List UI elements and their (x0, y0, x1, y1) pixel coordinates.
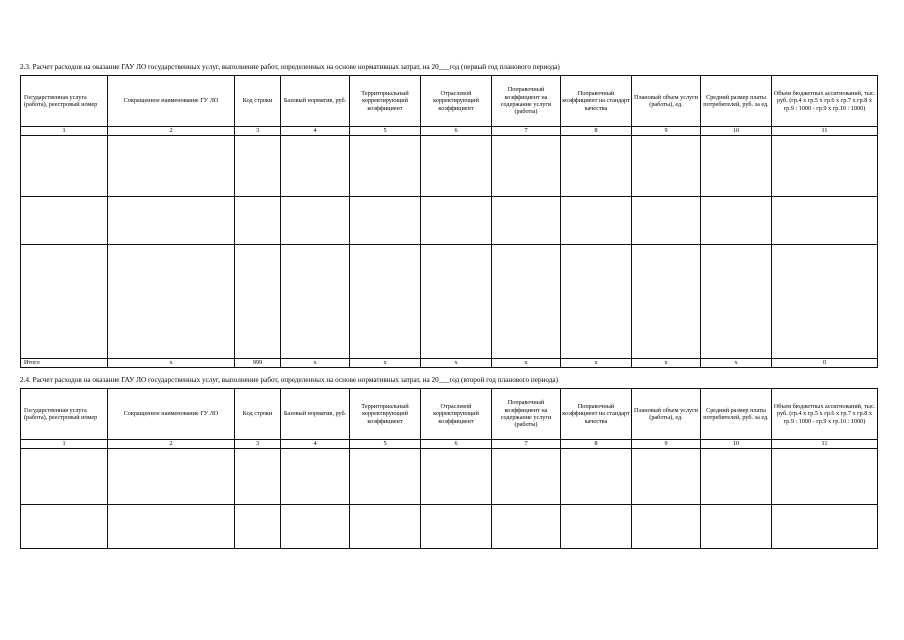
table-cell[interactable] (701, 136, 772, 197)
table-cell[interactable] (108, 136, 235, 197)
table-cell[interactable] (632, 505, 701, 549)
column-number: 10 (701, 440, 772, 449)
table-cell[interactable] (235, 505, 281, 549)
column-number: 6 (421, 127, 492, 136)
table-cell[interactable] (350, 505, 421, 549)
header-base-norm: Базовый норматив, руб. (281, 76, 350, 127)
header-industry-coef: Отраслевой корректирующий коэффициент (421, 76, 492, 127)
total-cell: x (281, 359, 350, 368)
table-cell[interactable] (421, 449, 492, 505)
table-cell[interactable] (350, 136, 421, 197)
table-cell[interactable] (21, 505, 108, 549)
table-cell[interactable] (632, 197, 701, 245)
header-planned-volume: Плановый объем услуги (работы), ед. (632, 389, 701, 440)
table-cell[interactable] (235, 136, 281, 197)
column-number: 10 (701, 127, 772, 136)
total-row (21, 359, 878, 368)
total-cell: x (492, 359, 561, 368)
table-cell[interactable] (772, 136, 878, 197)
table-cell[interactable] (492, 136, 561, 197)
table-cell[interactable] (421, 505, 492, 549)
header-avg-fee: Средний размер платы потребителей, руб. за ед. (701, 389, 772, 440)
table-cell[interactable] (561, 449, 632, 505)
table-cell[interactable] (561, 197, 632, 245)
table-cell[interactable] (701, 197, 772, 245)
table-cell[interactable] (108, 197, 235, 245)
table-cell[interactable] (772, 449, 878, 505)
table-cell[interactable] (21, 136, 108, 197)
table-cell[interactable] (492, 197, 561, 245)
table-cell[interactable] (281, 197, 350, 245)
section-2-3-caption: 2.3. Расчет расходов на оказание ГАУ ЛО государственных услуг, выполнение работ, определенных на основе нормативных затрат, на 20___год (первый год планового периода) (20, 63, 560, 71)
table-cell[interactable] (350, 245, 421, 359)
table-cell[interactable] (701, 245, 772, 359)
column-number-row (21, 440, 878, 449)
table-cell[interactable] (421, 197, 492, 245)
total-cell: x (108, 359, 235, 368)
header-short-name: Сокращенное наименование ГУ ЛО (108, 76, 235, 127)
table-cell[interactable] (772, 245, 878, 359)
table-cell[interactable] (701, 505, 772, 549)
column-number-row (21, 127, 878, 136)
table-cell[interactable] (561, 505, 632, 549)
table-cell[interactable] (492, 505, 561, 549)
table-cell[interactable] (108, 245, 235, 359)
table-cell[interactable] (492, 245, 561, 359)
total-cell: x (561, 359, 632, 368)
column-number: 9 (632, 127, 701, 136)
header-row-code: Код строки (235, 389, 281, 440)
column-number: 7 (492, 440, 561, 449)
column-number: 6 (421, 440, 492, 449)
table-cell[interactable] (350, 449, 421, 505)
section-2-4-caption: 2.4. Расчет расходов на оказание ГАУ ЛО государственных услуг, выполнение работ, определенных на основе нормативных затрат, на 20___год (второй год планового периода) (20, 376, 559, 384)
header-industry-coef: Отраслевой корректирующий коэффициент (421, 389, 492, 440)
calculation-table-2-4 (20, 388, 878, 549)
column-number: 5 (350, 440, 421, 449)
table-cell[interactable] (281, 449, 350, 505)
header-row (21, 389, 878, 440)
column-number: 9 (632, 440, 701, 449)
table-cell[interactable] (632, 136, 701, 197)
table-cell[interactable] (632, 245, 701, 359)
table-row (21, 505, 878, 549)
table-cell[interactable] (421, 245, 492, 359)
table-row (21, 197, 878, 245)
table-cell[interactable] (21, 449, 108, 505)
table-cell[interactable] (281, 136, 350, 197)
column-number: 3 (235, 127, 281, 136)
total-cell: x (350, 359, 421, 368)
total-budget-value: 0 (772, 359, 878, 368)
header-budget-volume: Объем бюджетных ассигнований, тыс. руб. (гр.4 х гр.5 х гр.6 х гр.7 х гр.8 х гр.9 : 1000 - гр.9 х гр.10 : 1000) (772, 389, 878, 440)
header-short-name: Сокращенное наименование ГУ ЛО (108, 389, 235, 440)
total-cell: x (632, 359, 701, 368)
table-cell[interactable] (701, 449, 772, 505)
table-cell[interactable] (21, 197, 108, 245)
header-budget-volume: Объем бюджетных ассигнований, тыс. руб. (гр.4 х гр.5 х гр.6 х гр.7 х гр.8 х гр.9 : 1000 - гр.9 х гр.10 : 1000) (772, 76, 878, 127)
total-cell: x (701, 359, 772, 368)
header-row-code: Код строки (235, 76, 281, 127)
calculation-table-2-3 (20, 75, 878, 368)
table-row (21, 136, 878, 197)
column-number: 8 (561, 440, 632, 449)
table-cell[interactable] (108, 449, 235, 505)
table-cell[interactable] (21, 245, 108, 359)
table-cell[interactable] (281, 245, 350, 359)
table-cell[interactable] (350, 197, 421, 245)
column-number: 8 (561, 127, 632, 136)
column-number: 4 (281, 127, 350, 136)
total-label: Итого (21, 359, 108, 368)
table-cell[interactable] (561, 136, 632, 197)
header-quality-coef: Поправочный коэффициент на стандарт качества (561, 76, 632, 127)
column-number: 5 (350, 127, 421, 136)
header-row (21, 76, 878, 127)
header-service-number: Государственная услуга (работа), реестровый номер (21, 76, 108, 127)
column-number: 1 (21, 127, 108, 136)
header-territorial-coef: Территориальный корректирующий коэффициент (350, 389, 421, 440)
header-avg-fee: Средний размер платы потребителей, руб. за ед. (701, 76, 772, 127)
column-number: 3 (235, 440, 281, 449)
table-cell[interactable] (235, 449, 281, 505)
table-cell[interactable] (561, 245, 632, 359)
table-cell[interactable] (281, 505, 350, 549)
header-content-coef: Поправочный коэффициент на содержание услуги (работы) (492, 76, 561, 127)
table-cell[interactable] (632, 449, 701, 505)
total-cell: x (421, 359, 492, 368)
table-cell[interactable] (772, 505, 878, 549)
total-row-code: 999 (235, 359, 281, 368)
column-number: 11 (772, 127, 878, 136)
column-number: 11 (772, 440, 878, 449)
table-cell[interactable] (421, 136, 492, 197)
header-base-norm: Базовый норматив, руб. (281, 389, 350, 440)
header-territorial-coef: Территориальный корректирующий коэффициент (350, 76, 421, 127)
header-planned-volume: Плановый объем услуги (работы), ед. (632, 76, 701, 127)
table-row (21, 449, 878, 505)
table-cell[interactable] (235, 197, 281, 245)
column-number: 2 (108, 127, 235, 136)
table-cell[interactable] (235, 245, 281, 359)
header-content-coef: Поправочный коэффициент на содержание услуги (работы) (492, 389, 561, 440)
header-service-number: Государственная услуга (работа), реестровый номер (21, 389, 108, 440)
table-cell[interactable] (108, 505, 235, 549)
column-number: 1 (21, 440, 108, 449)
table-cell[interactable] (492, 449, 561, 505)
header-quality-coef: Поправочный коэффициент на стандарт качества (561, 389, 632, 440)
table-row (21, 245, 878, 359)
table-cell[interactable] (772, 197, 878, 245)
column-number: 4 (281, 440, 350, 449)
column-number: 7 (492, 127, 561, 136)
column-number: 2 (108, 440, 235, 449)
